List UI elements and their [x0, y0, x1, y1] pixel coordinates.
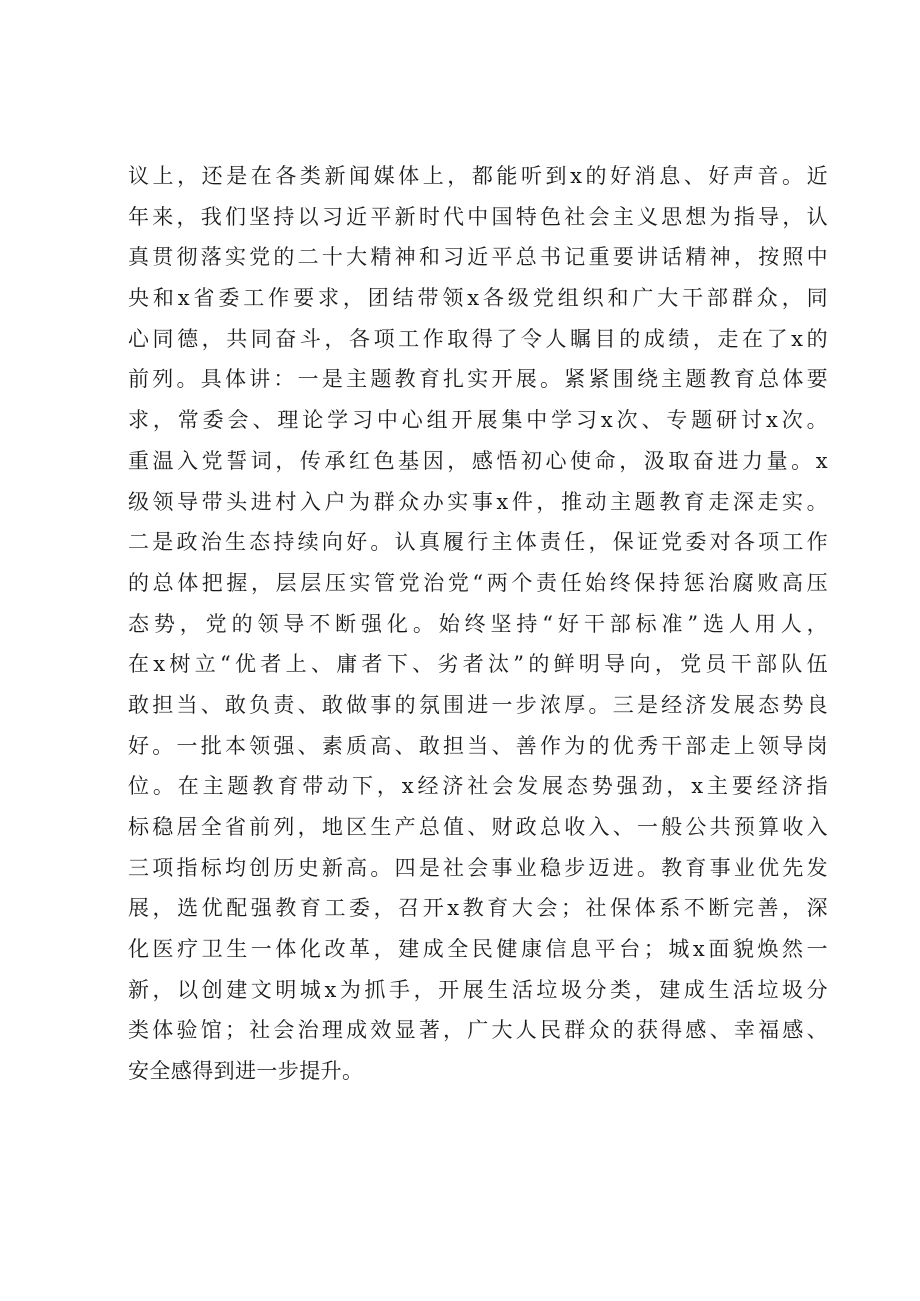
body-paragraph	[128, 156, 828, 1092]
text-line: 位。在主题教育带动下，x经济社会发展态势强劲，x主要经济指	[128, 774, 828, 799]
text-line: 重温入党誓词，传承红色基因，感悟初心使命，汲取奋进力量。x	[128, 448, 828, 473]
text-line: 类体验馆；社会治理成效显著，广大人民群众的获得感、幸福感、	[128, 1018, 828, 1043]
text-line: 三项指标均创历史新高。四是社会事业稳步迈进。教育事业优先发	[128, 855, 828, 880]
text-line: 好。一批本领强、素质高、敢担当、善作为的优秀干部走上领导岗	[128, 733, 828, 758]
text-line: 二是政治生态持续向好。认真履行主体责任，保证党委对各项工作	[128, 530, 828, 555]
text-line: 的总体把握，层层压实管党治党“两个责任始终保持惩治腐败高压	[128, 570, 828, 595]
text-line: 议上，还是在各类新闻媒体上，都能听到x的好消息、好声音。近	[128, 164, 828, 188]
text-line: 在x树立“优者上、庸者下、劣者汰”的鲜明导向，党员干部队伍	[128, 652, 828, 677]
text-line: 标稳居全省前列，地区生产总值、财政总收入、一般公共预算收入	[128, 815, 828, 839]
text-line: 前列。具体讲：一是主题教育扎实开展。紧紧围绕主题教育总体要	[128, 367, 828, 392]
text-line: 心同德，共同奋斗，各项工作取得了令人瞩目的成绩，走在了x的	[128, 326, 828, 351]
text-line: 求，常委会、理论学习中心组开展集中学习x次、专题研讨x次。	[128, 408, 828, 433]
text-line: 年来，我们坚持以习近平新时代中国特色社会主义思想为指导，认	[128, 204, 828, 229]
text-line: 敢担当、敢负责、敢做事的氛围进一步浓厚。三是经济发展态势良	[128, 692, 828, 717]
text-line: 态势，党的领导不断强化。始终坚持“好干部标准”选人用人，	[128, 611, 828, 636]
text-line: 级领导带头进村入户为群众办实事x件，推动主题教育走深走实。	[128, 489, 828, 514]
text-line: 安全感得到进一步提升。	[128, 1059, 364, 1084]
text-line: 展，选优配强教育工委，召开x教育大会；社保体系不断完善，深	[128, 896, 828, 921]
text-line: 央和x省委工作要求，团结带领x各级党组织和广大干部群众，同	[128, 286, 828, 311]
text-line: 化医疗卫生一体化改革，建成全民健康信息平台；城x面貌焕然一	[128, 937, 828, 962]
text-line: 新，以创建文明城x为抓手，开展生活垃圾分类，建成生活垃圾分	[128, 977, 828, 1002]
text-line: 真贯彻落实党的二十大精神和习近平总书记重要讲话精神，按照中	[128, 245, 828, 270]
